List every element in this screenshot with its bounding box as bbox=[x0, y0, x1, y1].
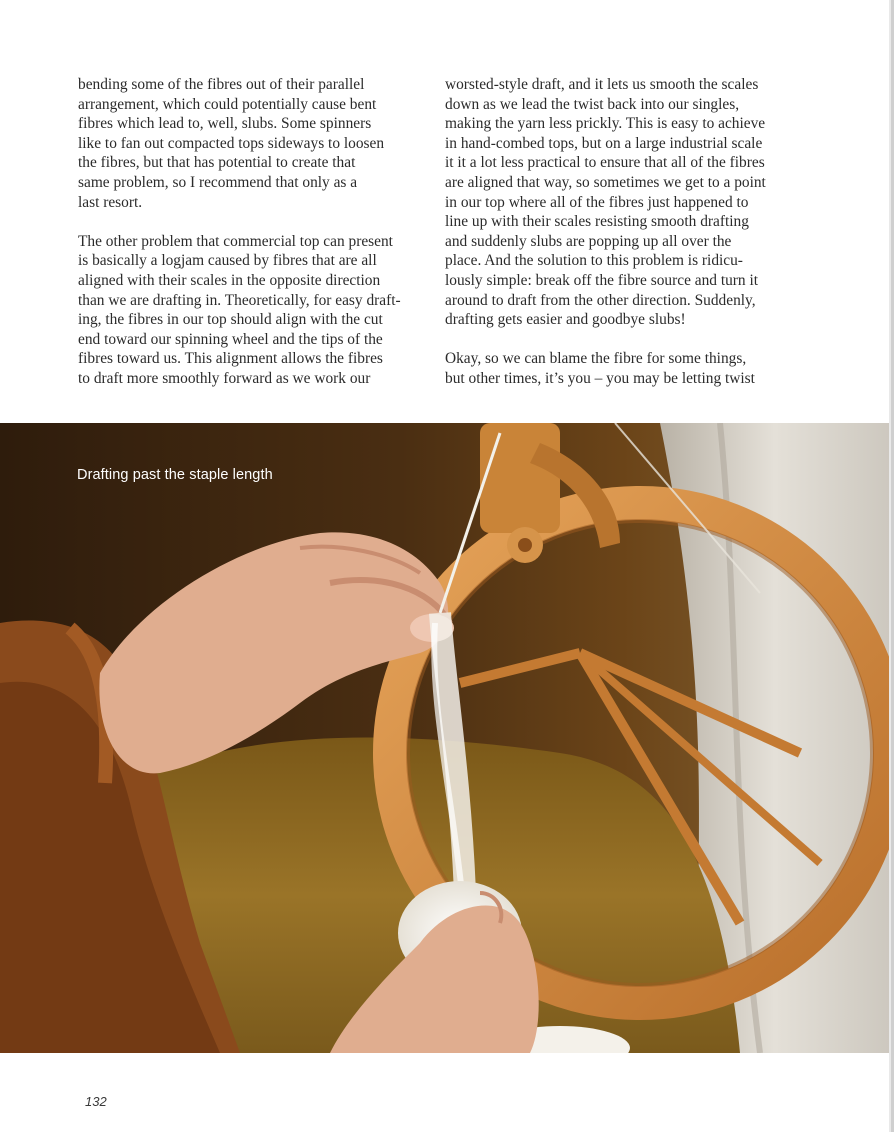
text-line: bending some of the fibres out of their parallel bbox=[78, 76, 365, 93]
text-line: worsted-style draft, and it lets us smooth the scales bbox=[445, 76, 759, 93]
text-line: in hand-combed tops, but on a large industrial scale bbox=[445, 134, 763, 152]
text-line: to draft more smoothly forward as we work our bbox=[78, 369, 371, 387]
text-line: fibres which lead to, well, slubs. Some spinners bbox=[78, 115, 372, 133]
text-line: is basically a logjam caused by fibres that are all bbox=[78, 252, 377, 270]
text-line: it it a lot less practical to ensure that all of the fibres bbox=[445, 154, 765, 172]
text-line: last resort. bbox=[78, 193, 143, 211]
text-column-right bbox=[445, 75, 783, 389]
text-line: line up with their scales resisting smooth drafting bbox=[445, 213, 749, 231]
text-line: fibres toward us. This alignment allows the fibres bbox=[78, 350, 383, 368]
text-line: the fibres, but that has potential to create that bbox=[78, 154, 356, 172]
text-line: lously simple: break off the fibre source and turn it bbox=[445, 271, 759, 289]
text-line: drafting gets easier and goodbye slubs! bbox=[445, 311, 686, 329]
paragraph-3 bbox=[445, 75, 783, 330]
text-line: end toward our spinning wheel and the tips of the bbox=[78, 330, 383, 348]
spinning-illustration bbox=[0, 423, 889, 1053]
paragraph-2 bbox=[78, 232, 410, 389]
page-number: 132 bbox=[85, 1094, 107, 1109]
text-line: place. And the solution to this problem is ridicu- bbox=[445, 252, 743, 270]
paragraph-4 bbox=[445, 349, 783, 388]
text-line: The other problem that commercial top can present bbox=[78, 232, 393, 250]
text-line: around to draft from the other direction. Suddenly, bbox=[445, 291, 756, 309]
paragraph-1 bbox=[78, 75, 410, 212]
text-line: Okay, so we can blame the fibre for some things, bbox=[445, 350, 747, 368]
text-line: and suddenly slubs are popping up all over the bbox=[445, 232, 732, 250]
photo-caption: Drafting past the staple length bbox=[77, 467, 273, 483]
text-line: arrangement, which could potentially cause bent bbox=[78, 95, 377, 113]
spinning-photo bbox=[0, 423, 889, 1053]
text-line: in our top where all of the fibres just happened to bbox=[445, 193, 749, 211]
text-line: than we are drafting in. Theoretically, for easy draft- bbox=[78, 291, 401, 309]
text-line: but other times, it’s you – you may be letting twist bbox=[445, 369, 755, 387]
text-line: same problem, so I recommend that only as a bbox=[78, 173, 358, 191]
text-line: down as we lead the twist back into our singles, bbox=[445, 95, 740, 113]
text-line: making the yarn less prickly. This is easy to achieve bbox=[445, 115, 766, 133]
text-line: are aligned that way, so sometimes we get to a point bbox=[445, 173, 766, 191]
text-column-left bbox=[78, 75, 410, 389]
text-line: ing, the fibres in our top should align with the cut bbox=[78, 311, 383, 329]
text-line: like to fan out compacted tops sideways to loosen bbox=[78, 134, 385, 152]
text-line: aligned with their scales in the opposite direction bbox=[78, 271, 381, 289]
